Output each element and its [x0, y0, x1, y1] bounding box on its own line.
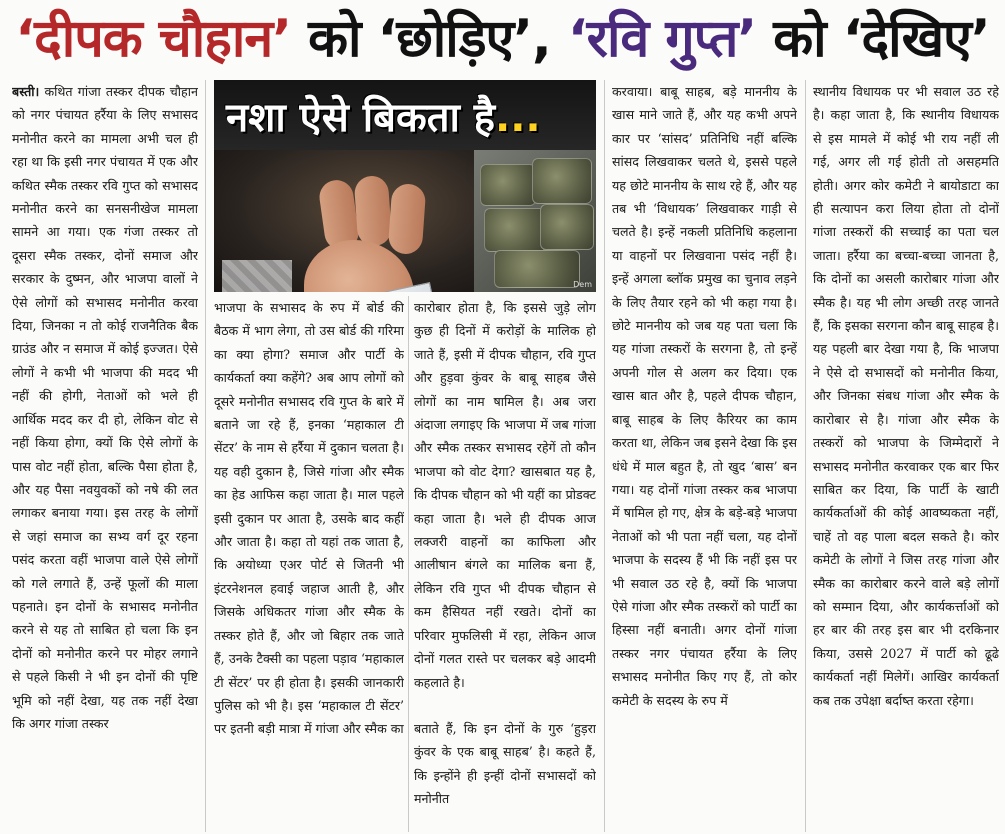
finger-shape: [388, 183, 427, 255]
photo-caption-dots: ...: [495, 94, 541, 141]
headline-text-1: को ‘छोड़िए’,: [290, 9, 568, 69]
bag-shape: [484, 208, 546, 252]
article-column-4: [612, 80, 797, 832]
drug-hand-image: [214, 150, 474, 292]
photo-caption: [226, 88, 541, 143]
column-divider: [604, 80, 605, 832]
article-text-col3-part2: बताते हैं, कि इन दोनों के गुरु ‘हुड़रा कुंवर के एक बाबू साहब’ है। कहते हैं, कि इन्होंने ही इन्हीं दोनों सभासदों को मनोनीत: [414, 720, 596, 807]
headline: [0, 0, 1005, 78]
article-column-1: [12, 80, 198, 832]
headline-name-deepak: ‘दीपक चौहान’: [15, 9, 291, 69]
photo-caption-text: नशा ऐसे बिकता है: [226, 94, 496, 141]
bag-shape: [540, 204, 594, 250]
column-divider: [408, 296, 409, 832]
finger-shape: [354, 175, 393, 247]
article-text-col3-part1: कारोबार होता है, कि इससे जुड़े लोग कुछ ही दिनों में करोड़ों के मालिक हो जाते हैं, इसी में दीपक चौहान, रवि गुप्त और हुड़वा कुंवर के बाबू साहब जैसे लोगों का नाम षामिल है। अब जरा अंदाजा लगाइए कि भाजपा में जब गांजा और स्मैक तस्कर सभासद रहेगें तो कौन भाजपा को वोट देगा? खासबात यह है, कि दीपक चौहान को भी यहीं का प्रोडक्ट कहा जाता है। भले ही दीपक आज लक्जरी वाहनों का काफिला और आलीषान बंगले का मालिक बना हैं, लेकिन रवि गुप्त भी दीपक चौहान से कम हैसियत नहीं रखते। दोनों का परिवार मुफलिसी में रहा, लेकिन आज दोनों गलत रास्ते पर चलकर बड़े आदमी कहलाते है।: [414, 300, 596, 690]
photo-credit: Dem: [573, 280, 592, 289]
ganja-bags-image: [474, 150, 596, 292]
column-divider: [205, 80, 206, 832]
article-text-col2: भाजपा के सभासद के रुप में बोर्ड की बैठक में भाग लेगा, तो उस बोर्ड की गरिमा का क्या होगा? समाज और पार्टी के कार्यकर्ता क्या कहेंगे? अब आप लोगों को दूसरे मनोनीत सभासद रवि गुप्त के बारे में बताने जा रहे हैं, इनका ‘महाकाल टी सेंटर’ के नाम से हर्रैया में दुकान चलता है। यह वही दुकान है, जिसे गांजा और स्मैक का हेड आफिस कहा जाता है। माल पहले इसी दुकान पर आता है, उसके बाद कहीं और जाता है। कहा तो यहां तक जाता है, कि अयोध्या एअर पोर्ट से जितनी भी इंटरनेशनल हवाई जहाज आती है, और जिसके अधिकतर गांजा और स्मैक के तस्कर होते हैं, और जो बिहार तक जाते हैं, उनके टैक्सी का पहला पड़ाव ‘महाकाल टी सेंटर’ पर ही होता है। इसकी जानकारी पुलिस को भी है। इस ‘महाकाल टी सेंटर’ पर इतनी बड़ी मात्रा में गांजा और स्मैक का: [214, 300, 404, 737]
article-photo: [214, 80, 596, 292]
bag-shape: [494, 250, 580, 288]
dateline: बस्ती।: [12, 84, 40, 99]
bag-shape: [532, 158, 592, 204]
article-text-col1: कथित गांजा तस्कर दीपक चौहान को नगर पंचायत हर्रैया के लिए सभासद मनोनीत करने का मामला अभी चल ही रहा था कि इसी नगर पंचायत में एक और कथित स्मैक तस्कर रवि गुप्त को सभासद मनोनीत करने का सनसनीखेज मामला सामने आ गया। एक गंजा तस्कर तो दूसरा स्मैक तस्कर, दोनों समाज और सरकार के दुष्मन, और भाजपा वालों ने ऐसे लोगों को सभासद मनोनीत करवा दिया, जिनका न तो कोई राजनैतिक बैक ग्राउंड और न समाज में कोई इज्जत। ऐसे लोगों ने कभी भी भाजपा की मदद भी नहीं की होगी, नेताओं को भले ही आर्थिक मदद कर दी हो, लेकिन वोट से नहीं किया होगा, क्यों कि ऐसे लोगों के पास वोट नहीं होता, बल्कि पैसा होता है, और यह पैसा नवयुवकों को नषे की लत लगाकर बनाया गया। इस तरह के लोगों से जहां समाज का सभ्य वर्ग दूर रहना पसंद करता वहीं भाजपा वाले ऐसे लोगों को गले लगाते हैं, उन्हें फूलों की माला पहनाते। इन दोनों के सभासद मनोनीत करने से यह तो साबित हो चला कि इन दोनों को मनोनीत करने पर मोहर लगाने से पहले किसी ने भी इन दोनों की पृष्टि भूमि को नहीं देखा, यह तक नहीं देखा कि अगर गांजा तस्कर: [12, 84, 198, 731]
headline-name-ravi: ‘रवि गुप्त’: [567, 9, 757, 69]
article-text-col4: करवाया। बाबू साहब, बड़े माननीय के खास माने जाते हैं, और यह कभी अपने कार पर ‘सांसद’ प्रतिनिधि नहीं बल्कि सांसद लिखवाकर चलते थे, इससे पहले यह छोटे माननीय के साथ रहे हैं, और यह तब भी ‘विधायक’ लिखवाकर गाड़ी से चलते है। इन्हें नकली प्रतिनिधि कहलाना या वाहनों पर लिखवाना पसंद नहीं है। इन्हें अगला ब्लॉक प्रमुख का चुनाव लड़ने के लिए तैयार रहने को भी कहा गया है। छोटे माननीय को जब यह पता चला कि यह गांजा तस्करों के सरगना है, तो इन्हें अपनी गोल से अलग कर दिया। एक खास बात और है, पहले दीपक चौहान, बाबू साहब के लिए कैरियर का काम करता था, लेकिन जब इसने देखा कि इस धंधे में माल बहुत है, तो खुद ‘बास’ बन गया। यह दोनों गांजा तस्कर कब भाजपा में षामिल हो गए, क्षेत्र के बड़े-बड़े भाजपा नेताओं को भी पता नहीं चला, यह दोनों भाजपा के सदस्य हैं भी कि नहीं इस पर भी सवाल उठ रहे है, क्यों कि भाजपा ऐसे गांजा और स्मैक तस्करों को पार्टी का हिस्सा नहीं बनाती। अगर दोनों गांजा तस्कर नगर पंचायत हर्रैया के लिए सभासद मनोनीत किए गए हैं, तो कोर कमेटी के सदस्य के रुप में: [612, 84, 797, 708]
article-column-5: [813, 80, 999, 832]
article-text-col5: स्थानीय विधायक पर भी सवाल उठ रहे है। कहा जाता है, कि स्थानीय विधायक से इस मामले में कोई भी राय नहीं ली गई, अगर ली गई होती तो असहमति होती। अगर कोर कमेटी ने बायोडाटा का ही सत्यापन करा लिया होता तो दोनों गांजा तस्करों की सच्चाई का पता चल जाता। हर्रैया का बच्चा-बच्चा जानता है, कि दोनों का असली कारोबार गांजा और स्मैक है। यह भी लोग अच्छी तरह जानते हैं, कि इसका सरगना कौन बाबू साहब है। यह पहली बार देखा गया है, कि भाजपा ने ऐसे दो सभासदों को मनोनीत किया, और जिनका संबध गांजा और स्मैक के कारोबार से है। गांजा और स्मैक के तस्करों को भाजपा के जिम्मेदारों ने सभासद मनोनीत करवाकर एक बार फिर साबित कर दिया, कि पार्टी के खाटी कार्यकर्ताओं की कोई आवष्यकता नहीं, चाहें तो वह पाला बदल सकते है। कोर कमेटी के लोगों ने जिस तरह गांजा और स्मैक का कारोबार करने वाले बड़े लोगों को सम्मान दिया, और कार्यकर्त्ताओं को हर बार की तरह इस बार भी दरकिनार किया, उससे 2027 में पार्टी को ढूढे कार्यकर्ता नहीं मिलेगें। आखिर कार्यकर्ता कब तक उपेक्षा बर्दाष्त करता रहेगा।: [813, 84, 999, 708]
photo-banner: [214, 80, 596, 150]
column-divider: [805, 80, 806, 832]
bag-shape: [480, 164, 536, 206]
headline-text-2: को ‘देखिए’: [756, 9, 990, 69]
article-column-3: [414, 296, 596, 832]
tablets-image: [222, 260, 292, 292]
article-column-2: [214, 296, 404, 832]
